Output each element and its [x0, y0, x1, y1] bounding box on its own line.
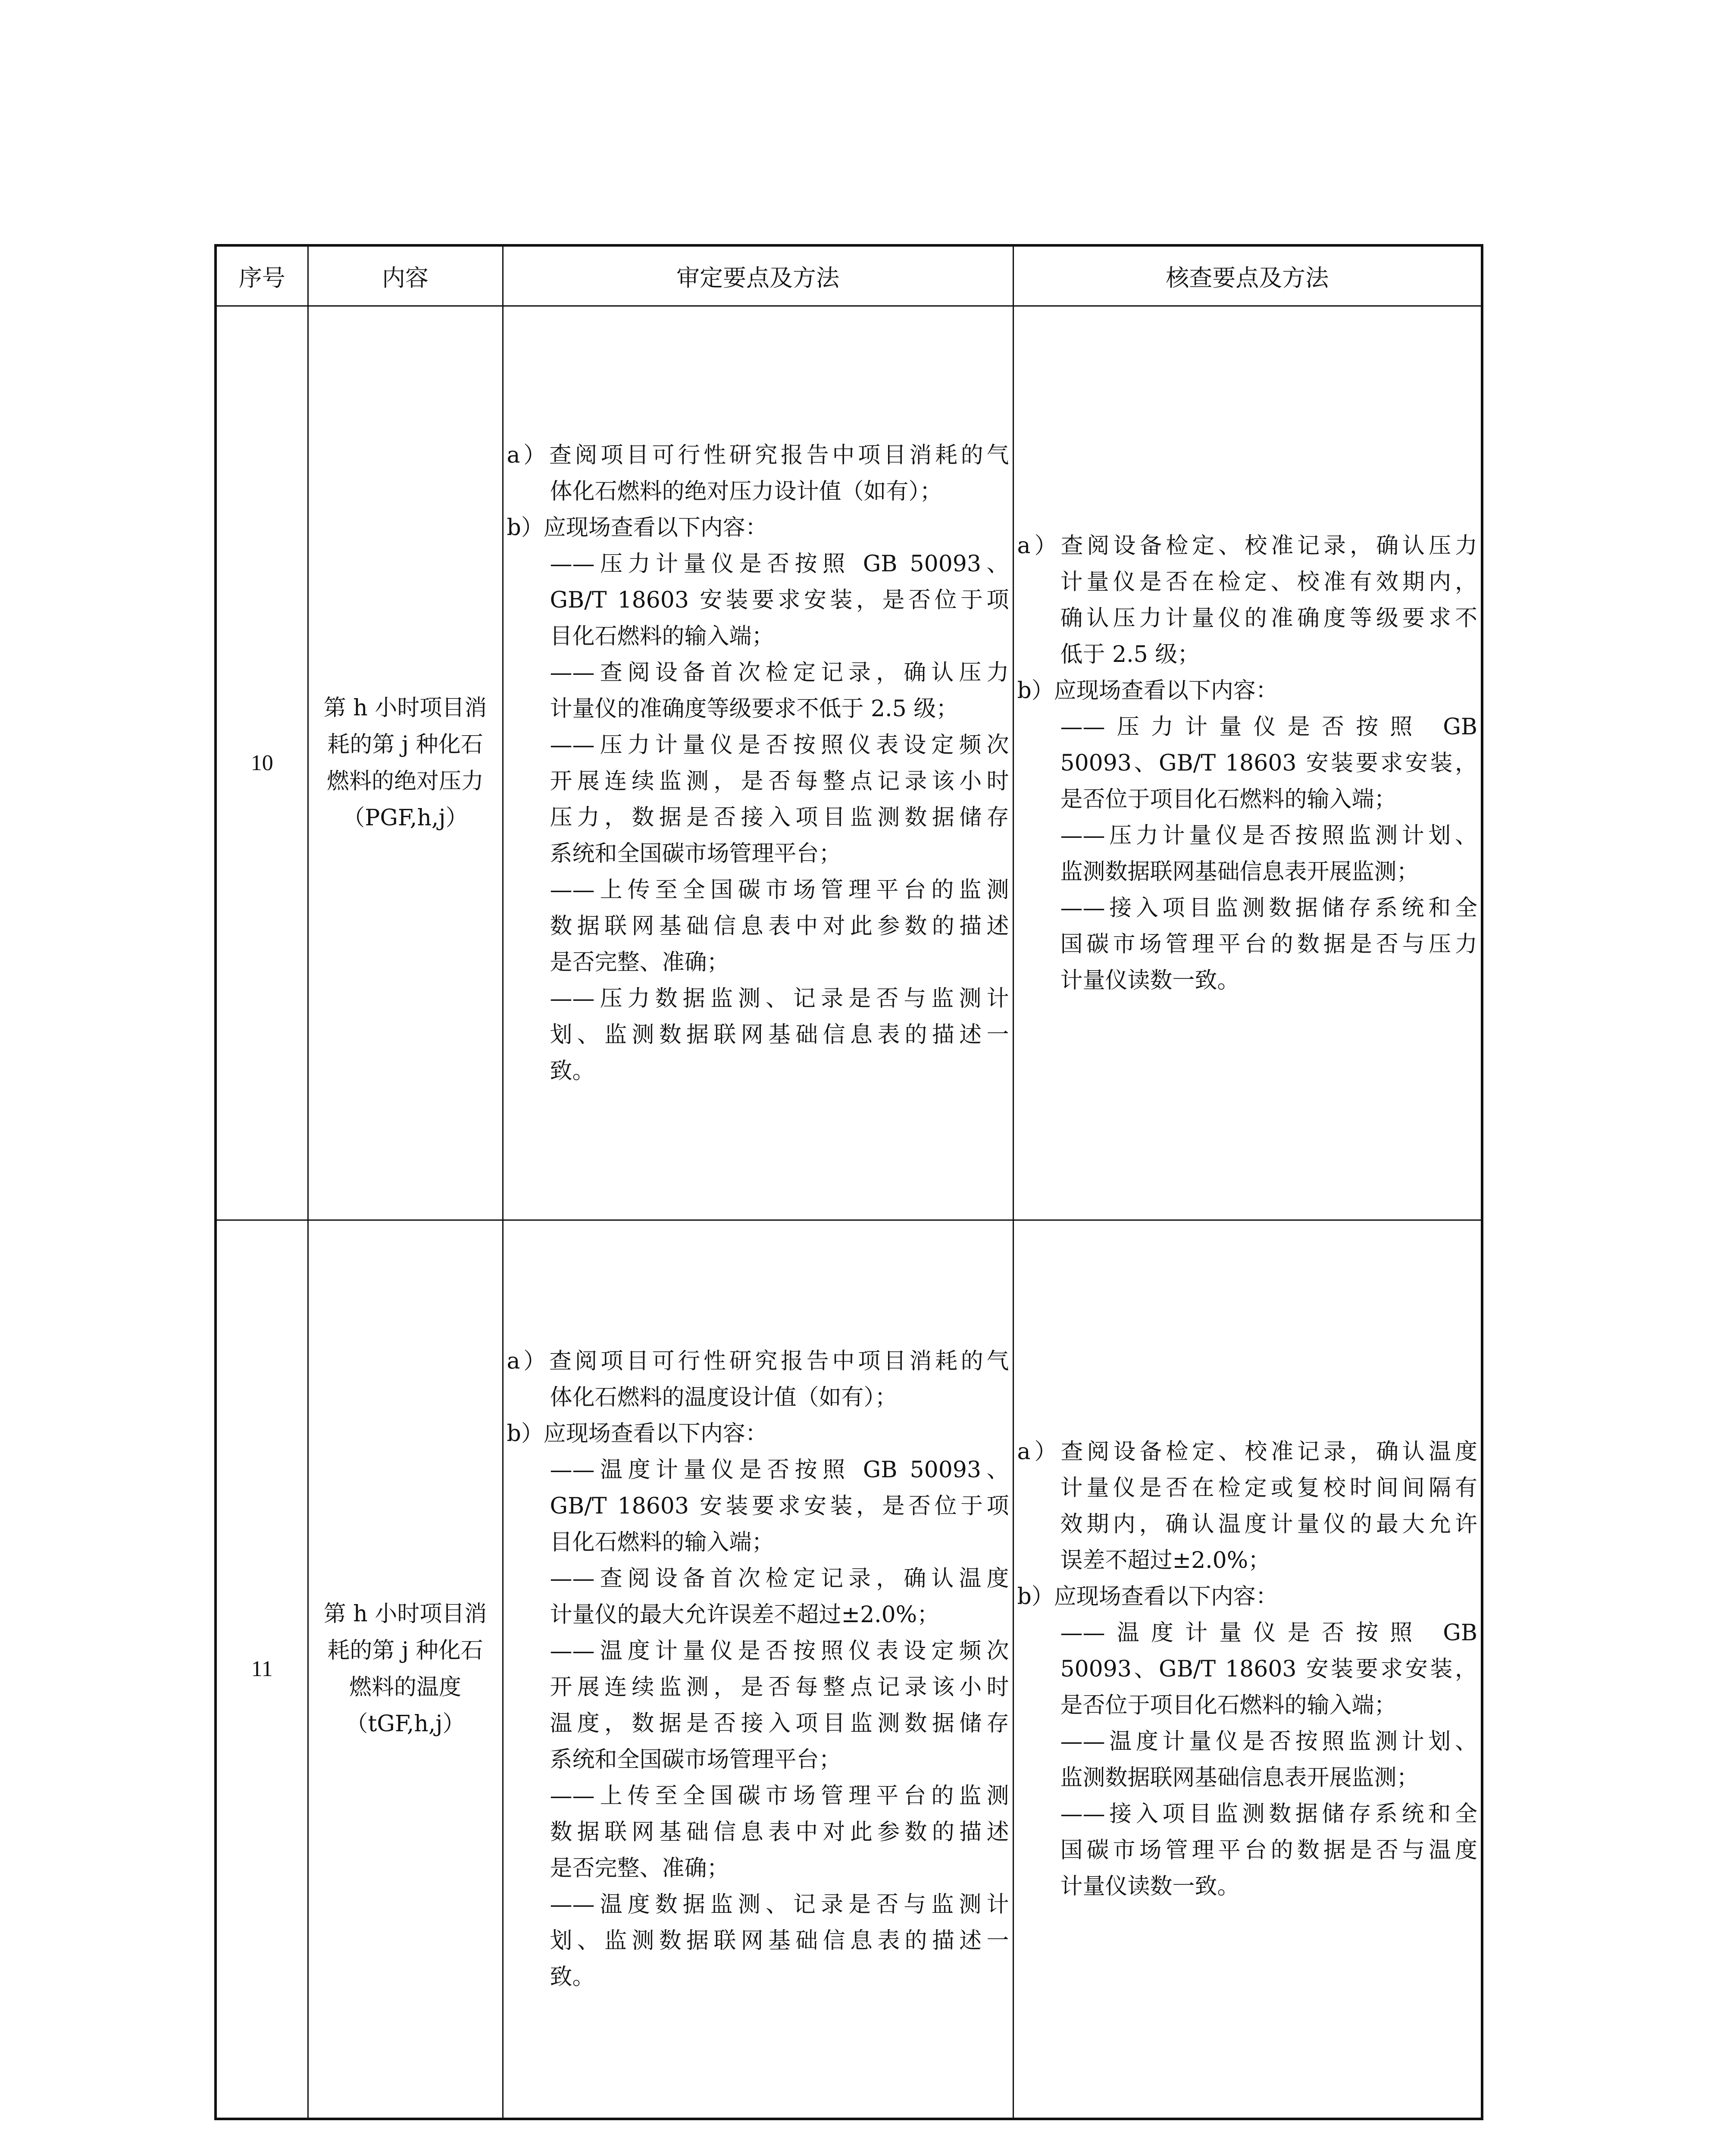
review-cell [503, 306, 1013, 1220]
verify-cell [1013, 306, 1482, 1220]
cell-line: 是否位于项目化石燃料的输入端； [1060, 1692, 1397, 1718]
cell-line: a）查阅项目可行性研究报告中项目消耗的气 [507, 442, 1009, 468]
cell-line: ——温度数据监测、记录是否与监测计 [550, 1891, 1009, 1918]
verify-cell [1013, 1220, 1482, 2119]
cell-line: 耗的第 j 种化石 [327, 731, 483, 758]
cell-line: 计量仪是否在检定、校准有效期内， [1060, 569, 1477, 595]
cell-line: 计量仪读数一致。 [1060, 967, 1240, 993]
cell-line: ——温度计量仪是否按照监测计划、 [1060, 1728, 1477, 1755]
table-row [216, 1220, 1482, 2119]
cell-line: 系统和全国碳市场管理平台； [550, 1746, 841, 1773]
header-verify: 核查要点及方法 [1013, 245, 1482, 306]
header-no: 序号 [216, 245, 308, 306]
content-cell [308, 306, 503, 1220]
cell-line: 开展连续监测，是否每整点记录该小时 [550, 768, 1009, 794]
cell-line: ——压力数据监测、记录是否与监测计 [550, 985, 1009, 1012]
cell-line: 压力，数据是否接入项目监测数据储存 [550, 804, 1009, 830]
cell-line: 监测数据联网基础信息表开展监测； [1060, 1764, 1419, 1791]
cell-line: 国碳市场管理平台的数据是否与温度 [1060, 1837, 1477, 1863]
cell-line: 计量仪读数一致。 [1060, 1873, 1240, 1899]
cell-line: 计量仪是否在检定或复校时间间隔有 [1060, 1475, 1477, 1501]
cell-line: 50093、GB/T 18603 安装要求安装， [1060, 750, 1477, 776]
cell-line: GB/T 18603 安装要求安装，是否位于项 [550, 587, 1009, 613]
cell-line: GB/T 18603 安装要求安装，是否位于项 [550, 1493, 1009, 1519]
cell-line: 温度，数据是否接入项目监测数据储存 [550, 1710, 1009, 1736]
cell-line: 监测数据联网基础信息表开展监测； [1060, 859, 1419, 885]
cell-line: ——上传至全国碳市场管理平台的监测 [550, 1783, 1009, 1809]
cell-line: 系统和全国碳市场管理平台； [550, 840, 841, 867]
cell-line: 计量仪的准确度等级要求不低于 2.5 级； [550, 696, 959, 722]
header-review: 审定要点及方法 [503, 245, 1013, 306]
cell-line: 计量仪的最大允许误差不超过±2.0%； [550, 1601, 940, 1628]
row-number: 11 [216, 1220, 308, 2119]
cell-line: 是否完整、准确； [550, 1855, 729, 1881]
cell-line: 耗的第 j 种化石 [327, 1637, 483, 1664]
content-cell [308, 1220, 503, 2119]
cell-line: ——温度计量仪是否按照 GB [1060, 1620, 1477, 1646]
cell-line: 第 h 小时项目消 [323, 695, 487, 721]
table-row [216, 306, 1482, 1220]
cell-line: ——上传至全国碳市场管理平台的监测 [550, 877, 1009, 903]
table-header-row [216, 245, 1482, 306]
cell-line: 是否完整、准确； [550, 949, 729, 975]
cell-line: b）应现场查看以下内容： [507, 514, 768, 541]
cell-line: 划、监测数据联网基础信息表的描述一 [550, 1022, 1009, 1048]
cell-line: b）应现场查看以下内容： [1017, 1583, 1278, 1610]
cell-line: 低于 2.5 级； [1060, 641, 1200, 667]
cell-line: a）查阅设备检定、校准记录，确认温度 [1017, 1438, 1477, 1465]
cell-line: 50093、GB/T 18603 安装要求安装， [1060, 1656, 1477, 1682]
cell-line: 是否位于项目化石燃料的输入端； [1060, 786, 1397, 812]
cell-line: 划、监测数据联网基础信息表的描述一 [550, 1927, 1009, 1954]
cell-line: 致。 [550, 1058, 595, 1084]
cell-line: ——温度计量仪是否按照仪表设定频次 [550, 1638, 1009, 1664]
cell-line: 开展连续监测，是否每整点记录该小时 [550, 1674, 1009, 1700]
cell-line: 目化石燃料的输入端； [550, 623, 774, 649]
cell-line: 国碳市场管理平台的数据是否与压力 [1060, 931, 1477, 957]
cell-line: ——温度计量仪是否按照 GB 50093、 [550, 1457, 1009, 1483]
cell-line: 误差不超过±2.0%； [1060, 1547, 1271, 1573]
cell-line: b）应现场查看以下内容： [507, 1420, 768, 1447]
cell-line: ——压力计量仪是否按照 GB [1060, 714, 1477, 740]
cell-line: ——压力计量仪是否按照监测计划、 [1060, 822, 1477, 849]
cell-line: ——查阅设备首次检定记录，确认温度 [550, 1565, 1009, 1592]
cell-line: （PGF,h,j） [342, 805, 468, 831]
cell-line: a）查阅项目可行性研究报告中项目消耗的气 [507, 1348, 1009, 1374]
cell-line: 致。 [550, 1964, 595, 1990]
cell-line: ——压力计量仪是否按照仪表设定频次 [550, 732, 1009, 758]
cell-line: ——接入项目监测数据储存系统和全 [1060, 895, 1477, 921]
cell-line: 体化石燃料的温度设计值（如有）； [550, 1384, 898, 1410]
cell-line: 目化石燃料的输入端； [550, 1529, 774, 1555]
cell-line: 数据联网基础信息表中对此参数的描述 [550, 913, 1009, 939]
cell-line: 燃料的绝对压力 [326, 768, 484, 794]
cell-line: ——查阅设备首次检定记录，确认压力 [550, 659, 1009, 686]
cell-line: a）查阅设备检定、校准记录，确认压力 [1017, 533, 1477, 559]
cell-line: 体化石燃料的绝对压力设计值（如有）； [550, 478, 942, 505]
header-content: 内容 [308, 245, 503, 306]
cell-line: 数据联网基础信息表中对此参数的描述 [550, 1819, 1009, 1845]
cell-line: （tGF,h,j） [345, 1711, 465, 1737]
cell-line: 效期内，确认温度计量仪的最大允许 [1060, 1511, 1477, 1537]
review-cell [503, 1220, 1013, 2119]
cell-line: 第 h 小时项目消 [323, 1601, 487, 1627]
cell-line: ——接入项目监测数据储存系统和全 [1060, 1801, 1477, 1827]
row-number: 10 [216, 306, 308, 1220]
cell-line: 确认压力计量仪的准确度等级要求不 [1060, 605, 1477, 631]
cell-line: ——压力计量仪是否按照 GB 50093、 [550, 551, 1009, 577]
criteria-table [214, 244, 1483, 2120]
cell-line: b）应现场查看以下内容： [1017, 677, 1278, 704]
cell-line: 燃料的温度 [349, 1674, 461, 1700]
